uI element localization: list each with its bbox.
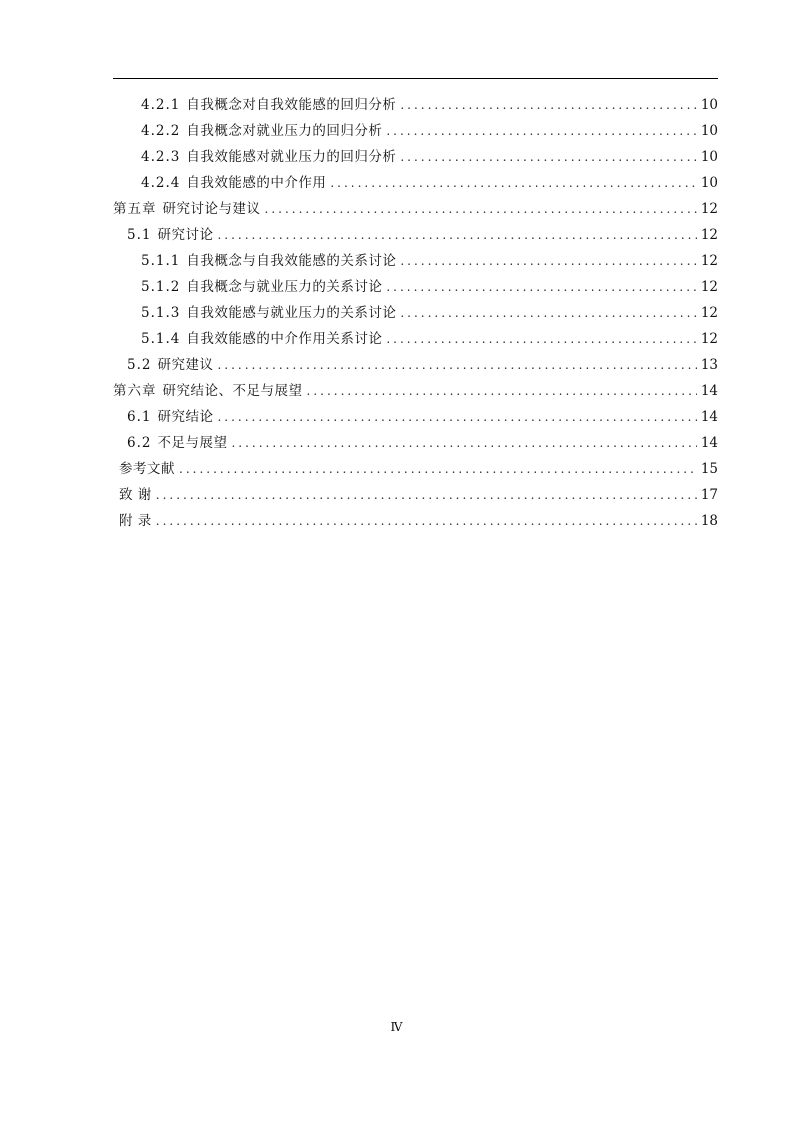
toc-entry-number: 第六章 xyxy=(113,383,157,399)
table-of-contents xyxy=(113,92,718,534)
toc-entry[interactable] xyxy=(113,482,718,508)
toc-entry-page: 18 xyxy=(700,513,718,529)
toc-entry-number: 5.1.4 xyxy=(141,331,181,347)
toc-entry-title: 研究建议 xyxy=(157,357,214,373)
toc-entry-number: 第五章 xyxy=(113,201,157,217)
toc-entry-title: 自我效能感的中介作用 xyxy=(186,175,327,191)
page-number: Ⅳ xyxy=(390,1020,403,1034)
toc-entry-title: 研究结论、不足与展望 xyxy=(162,383,303,399)
toc-dot-leader xyxy=(217,352,696,378)
toc-entry-number: 5.1.3 xyxy=(141,305,181,321)
toc-dot-leader xyxy=(217,404,696,430)
toc-entry-page: 12 xyxy=(700,331,718,347)
toc-entry-title: 研究讨论与建议 xyxy=(162,201,261,217)
toc-entry-title: 自我概念与自我效能感的关系讨论 xyxy=(186,253,397,269)
toc-entry-title: 自我概念与就业压力的关系讨论 xyxy=(186,279,383,295)
toc-entry[interactable] xyxy=(113,92,718,118)
toc-entry-title: 附 录 xyxy=(119,513,152,529)
toc-entry[interactable] xyxy=(113,274,718,300)
toc-entry-number: 5.2 xyxy=(127,357,152,373)
toc-entry-number: 4.2.3 xyxy=(141,149,181,165)
toc-entry-number: 4.2.2 xyxy=(141,123,181,139)
toc-entry-page: 13 xyxy=(700,357,718,373)
toc-dot-leader xyxy=(307,378,697,404)
toc-entry[interactable] xyxy=(113,248,718,274)
toc-entry[interactable] xyxy=(113,222,718,248)
toc-entry-number: 4.2.1 xyxy=(141,97,181,113)
toc-entry-page: 12 xyxy=(700,227,718,243)
toc-entry[interactable] xyxy=(113,300,718,326)
toc-entry-title: 自我效能感对就业压力的回归分析 xyxy=(186,149,397,165)
toc-entry-title: 参考文献 xyxy=(119,461,175,477)
toc-dot-leader xyxy=(330,170,696,196)
toc-entry-title: 自我概念对自我效能感的回归分析 xyxy=(186,97,397,113)
toc-entry-page: 14 xyxy=(700,409,718,425)
toc-entry[interactable] xyxy=(113,404,718,430)
toc-entry-number: 5.1.1 xyxy=(141,253,181,269)
toc-entry-page: 14 xyxy=(700,435,718,451)
toc-dot-leader xyxy=(386,118,696,144)
toc-entry-page: 10 xyxy=(700,175,718,191)
toc-entry-page: 12 xyxy=(700,253,718,269)
toc-entry[interactable] xyxy=(113,378,718,404)
toc-entry-page: 12 xyxy=(700,279,718,295)
toc-entry-page: 15 xyxy=(700,461,718,477)
toc-dot-leader xyxy=(386,274,696,300)
toc-dot-leader xyxy=(400,92,696,118)
toc-entry-page: 12 xyxy=(700,201,718,217)
toc-dot-leader xyxy=(231,430,696,456)
toc-entry[interactable] xyxy=(113,170,718,196)
toc-entry-title: 研究讨论 xyxy=(157,227,214,243)
toc-entry[interactable] xyxy=(113,118,718,144)
toc-entry-page: 10 xyxy=(700,149,718,165)
toc-dot-leader xyxy=(386,326,696,352)
toc-dot-leader xyxy=(156,482,697,508)
toc-dot-leader xyxy=(156,508,697,534)
toc-entry[interactable] xyxy=(113,430,718,456)
header-rule xyxy=(113,78,718,79)
toc-dot-leader xyxy=(179,456,697,482)
toc-dot-leader xyxy=(400,248,696,274)
toc-entry[interactable] xyxy=(113,196,718,222)
toc-entry-number: 5.1 xyxy=(127,227,152,243)
toc-entry-title: 自我概念对就业压力的回归分析 xyxy=(186,123,383,139)
toc-entry-number: 6.1 xyxy=(127,409,152,425)
toc-entry-number: 5.1.2 xyxy=(141,279,181,295)
toc-entry-title: 研究结论 xyxy=(157,409,214,425)
toc-dot-leader xyxy=(400,300,696,326)
toc-entry[interactable] xyxy=(113,352,718,378)
toc-entry-page: 10 xyxy=(700,97,718,113)
toc-entry[interactable] xyxy=(113,508,718,534)
toc-entry-number: 6.2 xyxy=(127,435,152,451)
toc-entry-title: 致 谢 xyxy=(119,487,152,503)
toc-entry-title: 不足与展望 xyxy=(157,435,228,451)
toc-entry-page: 12 xyxy=(700,305,718,321)
toc-entry-title: 自我效能感的中介作用关系讨论 xyxy=(186,331,383,347)
toc-entry-page: 10 xyxy=(700,123,718,139)
toc-entry-number: 4.2.4 xyxy=(141,175,181,191)
toc-entry[interactable] xyxy=(113,144,718,170)
toc-entry[interactable] xyxy=(113,326,718,352)
toc-dot-leader xyxy=(400,144,696,170)
toc-entry[interactable] xyxy=(113,456,718,482)
toc-dot-leader xyxy=(265,196,697,222)
toc-entry-page: 17 xyxy=(700,487,718,503)
toc-entry-page: 14 xyxy=(700,383,718,399)
toc-dot-leader xyxy=(217,222,696,248)
toc-entry-title: 自我效能感与就业压力的关系讨论 xyxy=(186,305,397,321)
